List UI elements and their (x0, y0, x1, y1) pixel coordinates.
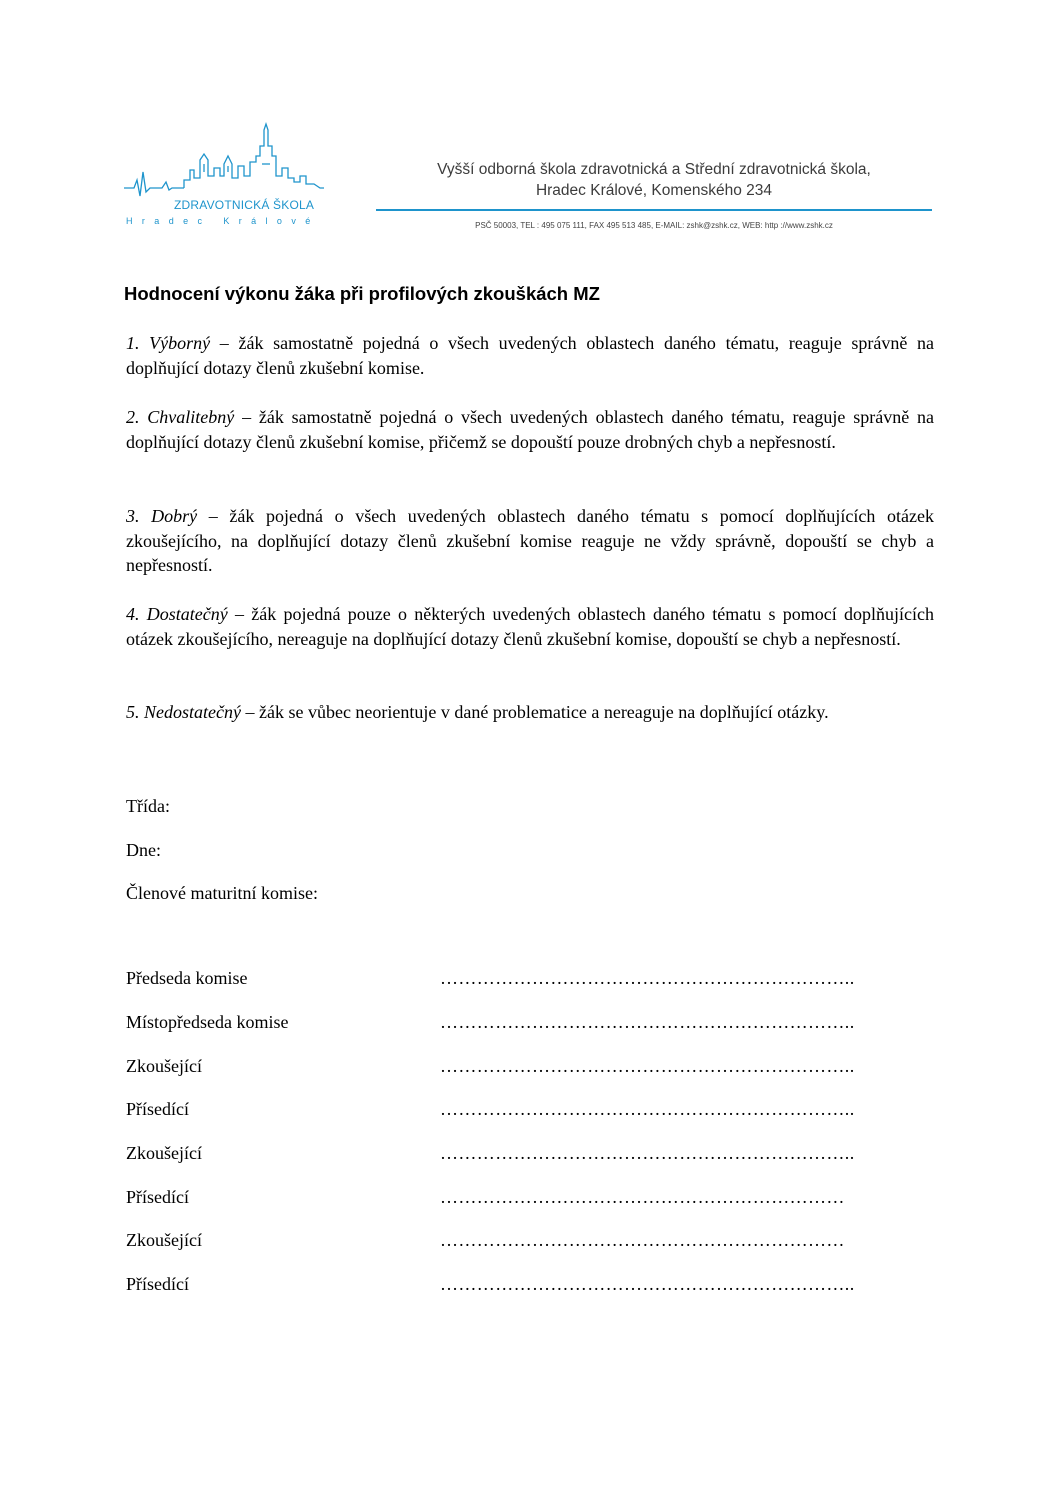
grade-item-1 (126, 331, 934, 380)
header-divider (376, 209, 932, 211)
grade-label: 3. Dobrý (126, 506, 198, 526)
member-row-examiner-3 (126, 1230, 936, 1254)
date-field-label: Dne: (126, 840, 161, 860)
logo-city-name: Hradec Králové (126, 216, 320, 226)
member-role: Předseda komise (126, 968, 248, 988)
member-row-examiner-2 (126, 1143, 936, 1167)
signature-line: ………………………………………………………….. (440, 1274, 855, 1294)
member-role: Zkoušející (126, 1230, 202, 1250)
grade-description: – žák samostatně pojedná o všech uvedených oblastech daného tématu, reaguje správně na doplňující dotazy členů zkušební komise, přičemž se dopouští pouze drobných chyb a nepřesností. (126, 407, 934, 452)
member-row-examiner-1 (126, 1056, 936, 1080)
committee-heading: Členové maturitní komise: (126, 883, 318, 903)
member-row-assessor-2 (126, 1187, 936, 1211)
member-row-chair (126, 968, 936, 992)
page-title: Hodnocení výkonu žáka při profilových zkouškách MZ (124, 283, 600, 304)
signature-line: ………………………………………………………….. (440, 968, 855, 988)
school-contacts: PSČ 50003, TEL : 495 075 111, FAX 495 513 485, E-MAIL: zshk@zshk.cz, WEB: http ://www.zshk.cz (475, 221, 833, 230)
grade-item-4 (126, 602, 934, 651)
signature-line: ………………………………………………………… (440, 1230, 845, 1250)
grade-item-2 (126, 405, 934, 454)
city-skyline-heartbeat-icon (124, 120, 324, 200)
school-name: Vyšší odborná škola zdravotnická a Střední zdravotnická škola, (437, 161, 871, 178)
member-role: Přísedící (126, 1099, 189, 1119)
school-address: Hradec Králové, Komenského 234 (535, 182, 773, 199)
member-role: Místopředseda komise (126, 1012, 289, 1032)
member-role: Přísedící (126, 1187, 189, 1207)
grade-label: 1. Výborný (126, 333, 211, 353)
member-role: Zkoušející (126, 1056, 202, 1076)
signature-line: ………………………………………………………….. (440, 1099, 855, 1119)
logo-school-name: ZDRAVOTNICKÁ ŠKOLA (174, 198, 315, 212)
grade-label: 2. Chvalitebný (126, 407, 235, 427)
grade-description: – žák pojedná o všech uvedených oblastech daného tématu s pomocí doplňujících otázek zkoušejícího, na doplňující dotazy členů zkušební komise reaguje ne vždy správně, dopouští se chyb a nepřesností. (126, 506, 934, 575)
signature-line: ………………………………………………………….. (440, 1143, 855, 1163)
member-row-assessor-1 (126, 1099, 936, 1123)
signature-line: ………………………………………………………… (440, 1187, 845, 1207)
signature-line: ………………………………………………………….. (440, 1012, 855, 1032)
school-logo (124, 120, 324, 230)
grade-description: – žák samostatně pojedná o všech uvedených oblastech daného tématu, reaguje správně na doplňující dotazy členů zkušební komise. (126, 333, 934, 378)
grade-description: – žák se vůbec neorientuje v dané problematice a nereaguje na doplňující otázky. (240, 702, 829, 722)
grade-label: 5. Nedostatečný (126, 702, 241, 722)
class-field-label: Třída: (126, 796, 170, 816)
signature-line: ………………………………………………………….. (440, 1056, 855, 1076)
grade-item-5 (126, 700, 934, 725)
grade-description: – žák pojedná pouze o některých uvedených oblastech daného tématu s pomocí doplňujících otázek zkoušejícího, nereaguje na doplňující dotazy členů zkušební komise, dopouští se chyb a nepřesností. (126, 604, 934, 649)
member-row-vice-chair (126, 1012, 936, 1036)
member-role: Zkoušející (126, 1143, 202, 1163)
member-role: Přísedící (126, 1274, 189, 1294)
member-row-assessor-3 (126, 1274, 936, 1298)
grade-item-3 (126, 504, 934, 578)
grade-label: 4. Dostatečný (126, 604, 228, 624)
